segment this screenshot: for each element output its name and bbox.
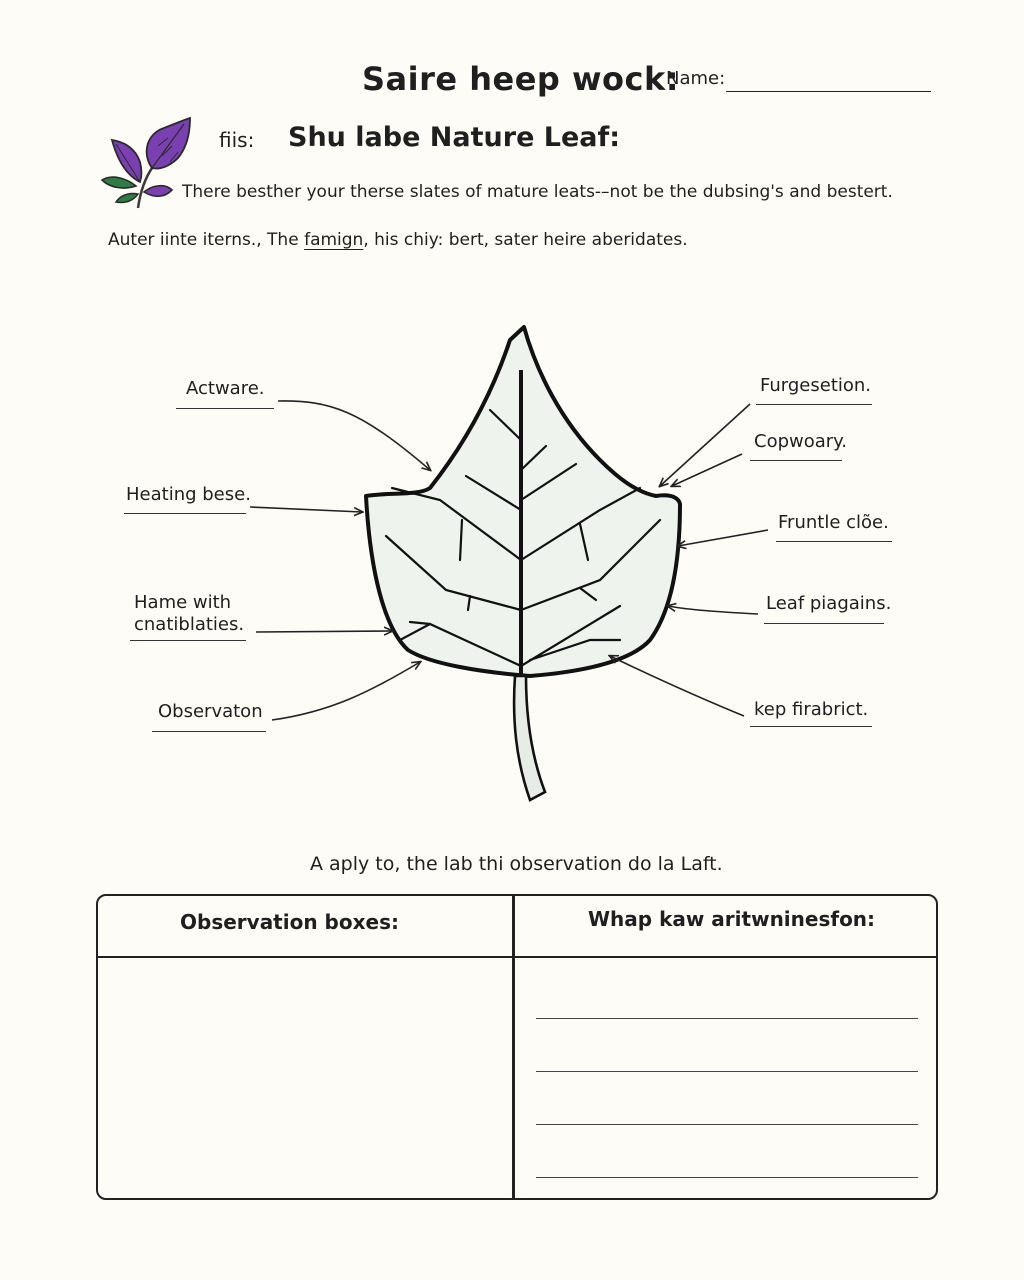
pointer-observaton: [272, 662, 420, 720]
pointer-fruntle: [678, 530, 768, 546]
pointer-copwoary: [672, 454, 742, 486]
label-fruntle-clone: Fruntle clõe.: [778, 512, 889, 533]
writing-line-2[interactable]: [536, 1071, 918, 1072]
label-leaf-piagains: Leaf piagains.: [766, 593, 892, 614]
observation-boxes-heading: Observation boxes:: [180, 910, 399, 934]
observation-table-divider: [512, 894, 515, 1200]
label-underline: [130, 640, 246, 641]
subheader-title: Shu labe Nature Leaf:: [288, 122, 621, 153]
label-hame-with: Hame with cnatiblaties.: [134, 592, 245, 635]
label-underline: [124, 513, 246, 514]
writing-line-1[interactable]: [536, 1018, 918, 1019]
label-underline: [764, 623, 884, 624]
pointer-hame-with: [256, 631, 392, 632]
observation-prompt: A aply to, the lab thi observation do la Laft.: [310, 853, 723, 875]
intro-line-1: There besther your therse slates of mature leats-–not be the dubsing's and bestert.: [182, 182, 893, 202]
label-copwoary: Copwoary.: [754, 431, 847, 452]
name-field-line[interactable]: [726, 91, 931, 92]
worksheet-title: Saire heep wock:: [362, 60, 680, 98]
label-kep-firabrict: kep firabrict.: [754, 699, 869, 720]
pointer-furgesetion: [660, 404, 750, 486]
pointer-heating-bese: [250, 507, 362, 512]
intro-underlined-word: famign: [304, 230, 364, 250]
leaf-outline: [366, 327, 680, 676]
label-underline: [750, 726, 872, 727]
intro-line-2-start: Auter iinte iterns., The: [108, 230, 305, 250]
subheader-prefix: fiis:: [219, 128, 255, 152]
label-underline: [152, 731, 266, 732]
pointer-leaf-piagains: [668, 606, 758, 614]
purple-leaf-icon: [100, 116, 195, 214]
writing-line-3[interactable]: [536, 1124, 918, 1125]
intro-line-2-end: , his chiy: bert, sater heire aberidates.: [363, 230, 688, 250]
pointer-kep: [610, 656, 744, 716]
label-underline: [750, 460, 842, 461]
label-actware: Actware.: [186, 378, 265, 399]
label-furgesetion: Furgesetion.: [760, 375, 872, 396]
leaf-stem: [514, 676, 545, 800]
writing-line-4[interactable]: [536, 1177, 918, 1178]
label-underline: [176, 408, 274, 409]
intro-line-2: [108, 230, 688, 250]
label-underline: [776, 541, 892, 542]
label-pointers: [250, 401, 768, 720]
name-label: Name:: [666, 68, 726, 89]
pointer-actware: [278, 401, 430, 470]
label-underline: [756, 404, 872, 405]
right-column-heading: Whap kaw aritwninesfon:: [588, 907, 876, 931]
leaf-veins: [386, 410, 660, 666]
observation-write-area[interactable]: [98, 958, 510, 1198]
label-heating-bese: Heating bese.: [126, 484, 251, 505]
label-observaton: Observaton: [158, 701, 263, 722]
